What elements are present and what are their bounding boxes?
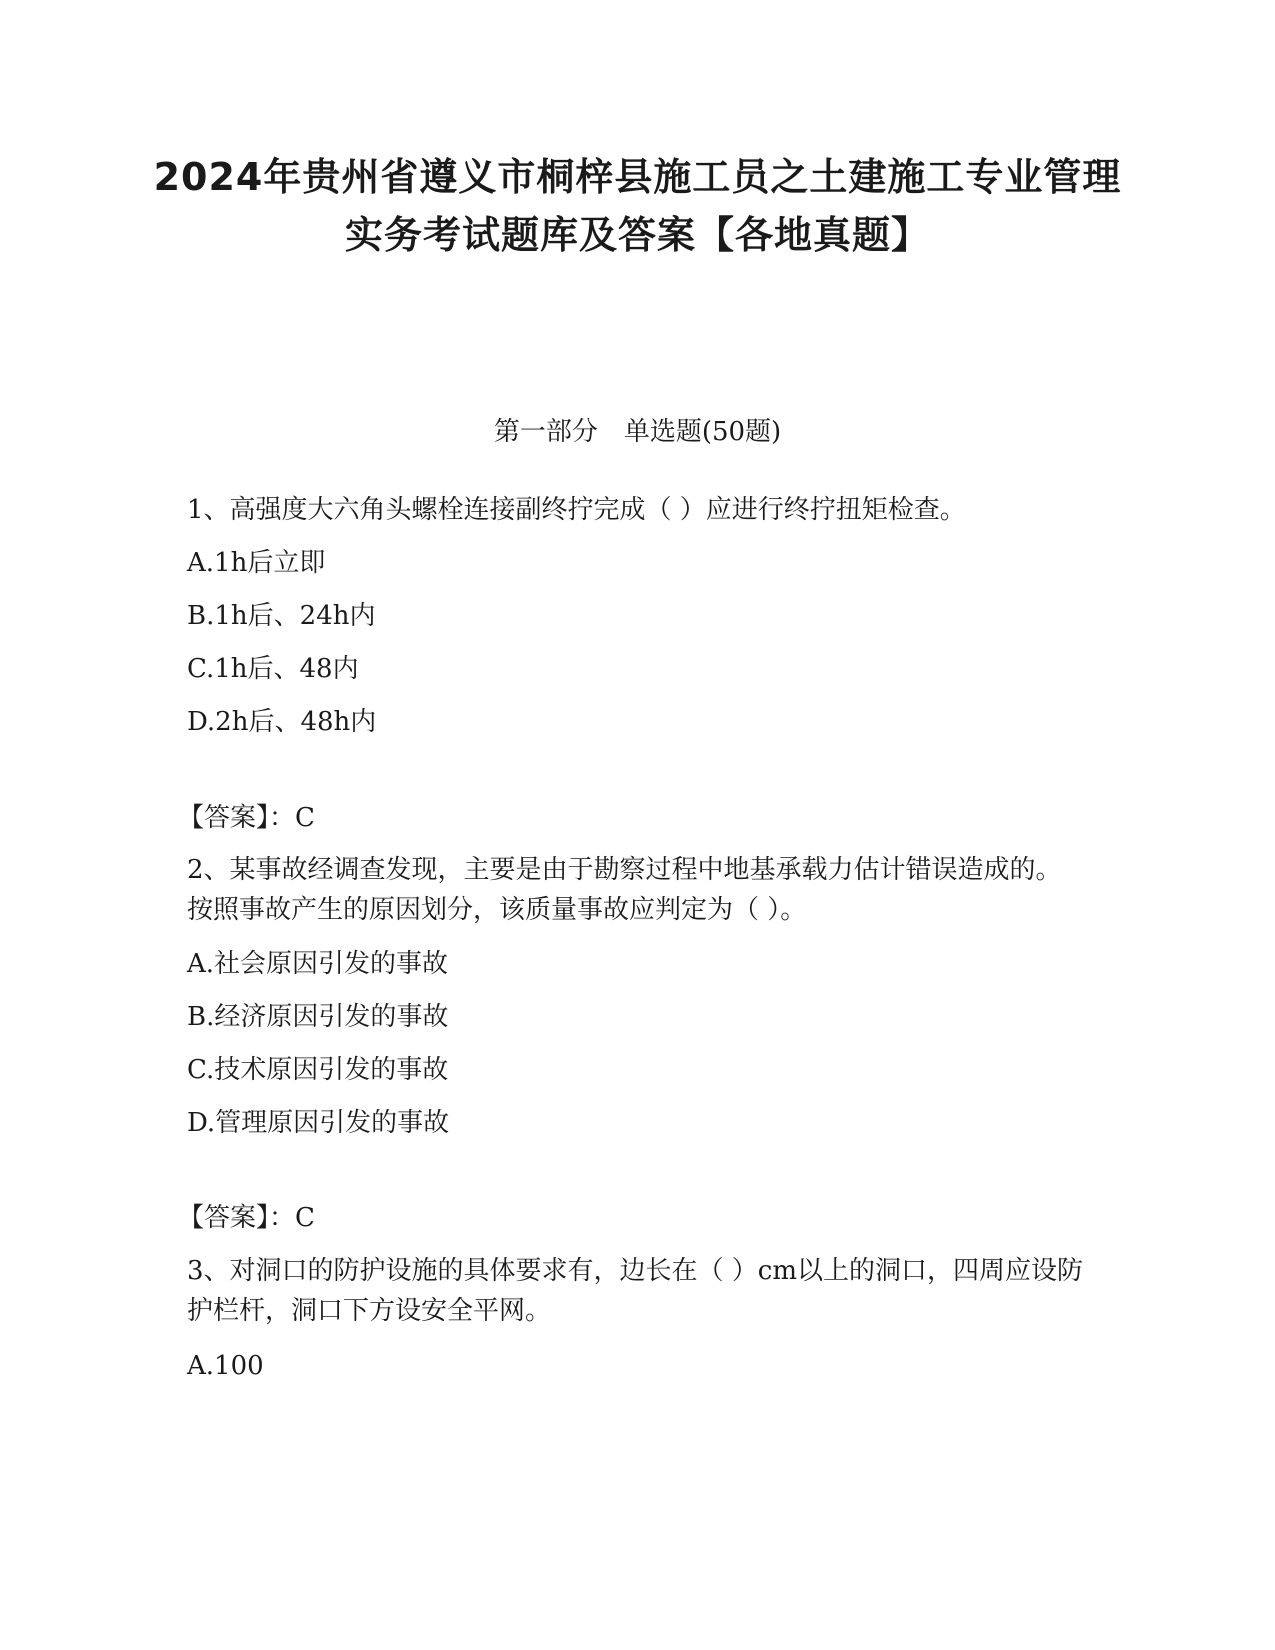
question-1-option-b: B.1h后、24h内 [187, 601, 376, 631]
question-1-option-d: D.2h后、48h内 [187, 707, 377, 737]
question-3-option-a: A.100 [187, 1351, 264, 1381]
question-1-answer: 【答案】：C [178, 803, 315, 833]
question-1-option-a: A.1h后立即 [187, 548, 326, 578]
question-2-option-c: C.技术原因引发的事故 [187, 1055, 449, 1085]
document-title: 2024年贵州省遵义市桐梓县施工员之土建施工专业管理实务考试题库及答案【各地真题】 [153, 155, 1122, 257]
question-2-option-a: A.社会原因引发的事故 [187, 949, 449, 979]
question-1-option-c: C.1h后、48内 [187, 654, 359, 684]
question-1-stem: 1、高强度大六角头螺栓连接副终拧完成（ ）应进行终拧扭矩检查。 [187, 495, 966, 525]
section-heading: 第一部分 单选题(50题) [493, 417, 782, 447]
question-2-option-b: B.经济原因引发的事故 [187, 1002, 449, 1032]
question-2-answer: 【答案】：C [178, 1203, 315, 1233]
question-2-option-d: D.管理原因引发的事故 [187, 1108, 450, 1138]
question-2-stem: 2、某事故经调查发现，主要是由于勘察过程中地基承载力估计错误造成的。按照事故产生的原因划分，该质量事故应判定为（ ）。 [187, 855, 1062, 925]
question-3-stem: 3、对洞口的防护设施的具体要求有，边长在（ ）cm以上的洞口，四周应设防护栏杆，洞口下方设安全平网。 [187, 1256, 1084, 1326]
